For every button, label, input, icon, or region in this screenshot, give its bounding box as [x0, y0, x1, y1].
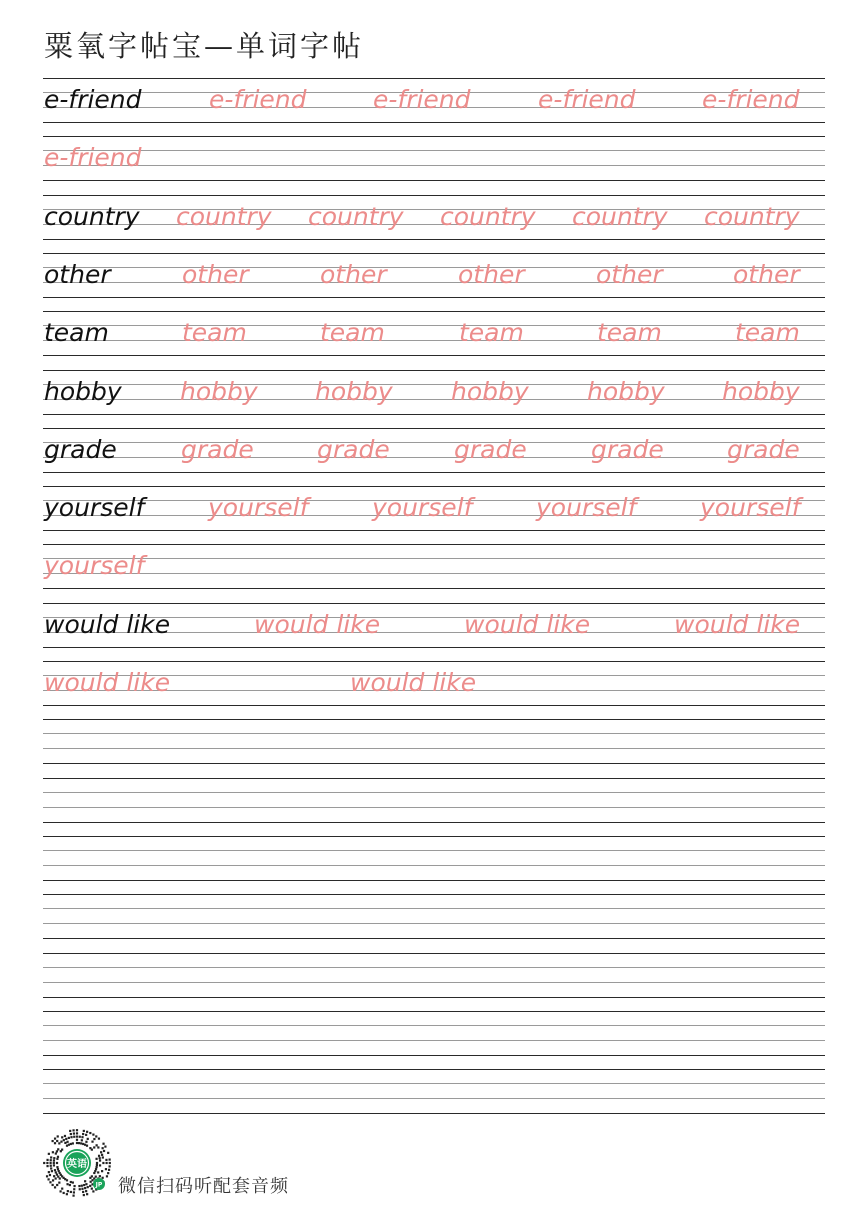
word-row	[0, 247, 868, 287]
model-word: would like	[44, 610, 171, 639]
word-row	[0, 130, 868, 170]
word-row	[0, 72, 868, 112]
trace-word: yourself	[44, 551, 145, 580]
word-row	[0, 364, 868, 404]
trace-word: yourself	[536, 493, 637, 522]
footer	[40, 1126, 360, 1200]
trace-word: team	[320, 318, 385, 347]
word-row	[0, 538, 868, 578]
trace-word: country	[440, 202, 536, 231]
trace-word: team	[182, 318, 247, 347]
trace-word: would like	[254, 610, 381, 639]
model-word: grade	[44, 435, 117, 464]
trace-word: hobby	[180, 377, 258, 406]
qr-code-icon[interactable]	[40, 1126, 114, 1200]
model-word: team	[44, 318, 109, 347]
trace-word: country	[308, 202, 404, 231]
trace-word: team	[735, 318, 800, 347]
trace-word: other	[596, 260, 663, 289]
trace-word: grade	[591, 435, 664, 464]
trace-word: yourself	[700, 493, 801, 522]
trace-word: e-friend	[538, 85, 636, 114]
trace-word: would like	[464, 610, 591, 639]
page-title: 粟氧字帖宝—单词字帖	[44, 29, 365, 63]
word-row	[0, 189, 868, 229]
trace-word: country	[572, 202, 668, 231]
trace-word: hobby	[587, 377, 665, 406]
word-row	[0, 655, 868, 695]
trace-word: team	[597, 318, 662, 347]
model-word: country	[44, 202, 140, 231]
trace-word: grade	[454, 435, 527, 464]
trace-word: yourself	[208, 493, 309, 522]
model-word: other	[44, 260, 111, 289]
trace-word: would like	[44, 668, 171, 697]
model-word: yourself	[44, 493, 145, 522]
trace-word: other	[458, 260, 525, 289]
footer-audio-hint: 微信扫码听配套音频	[118, 1176, 289, 1197]
qr-badge: JP	[95, 1181, 103, 1189]
trace-word: other	[182, 260, 249, 289]
trace-word: team	[459, 318, 524, 347]
word-row	[0, 422, 868, 462]
trace-word: grade	[727, 435, 800, 464]
word-row	[0, 597, 868, 637]
trace-word: other	[733, 260, 800, 289]
trace-word: e-friend	[209, 85, 307, 114]
model-word: hobby	[44, 377, 122, 406]
trace-word: country	[704, 202, 800, 231]
trace-word: grade	[317, 435, 390, 464]
word-row	[0, 305, 868, 345]
trace-word: hobby	[722, 377, 800, 406]
trace-word: other	[320, 260, 387, 289]
word-row	[0, 480, 868, 520]
trace-word: would like	[674, 610, 801, 639]
trace-word: hobby	[315, 377, 393, 406]
trace-word: e-friend	[702, 85, 800, 114]
trace-word: e-friend	[44, 143, 142, 172]
trace-word: e-friend	[373, 85, 471, 114]
trace-word: country	[176, 202, 272, 231]
model-word: e-friend	[44, 85, 142, 114]
trace-word: would like	[350, 668, 477, 697]
qr-label: 英语	[67, 1159, 87, 1170]
trace-word: grade	[181, 435, 254, 464]
trace-word: hobby	[451, 377, 529, 406]
trace-word: yourself	[372, 493, 473, 522]
